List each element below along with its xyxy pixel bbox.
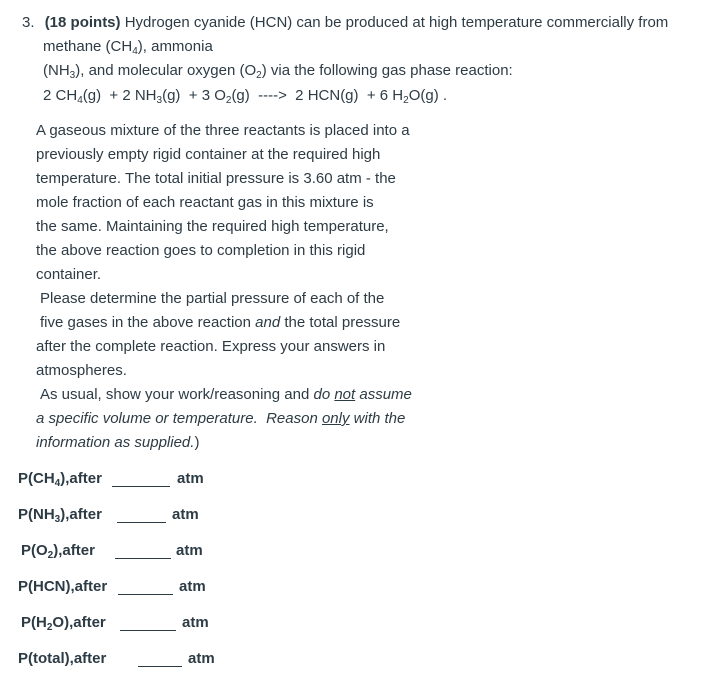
question-line-1 [22, 13, 668, 33]
question-intro-1: Hydrogen cyanide (HCN) can be produced at high temperature commercially from [124, 14, 669, 31]
question-line-3: $(NH_3)$, and molecular oxygen $(O_2)$ via the following gas phase reaction: [43, 62, 513, 81]
answer-label-ch4: $P(CH_4),after$ [18, 470, 102, 489]
body-p2-line: atmospheres. [36, 362, 127, 379]
body-p1-line: the above reaction goes to completion in this rigid [36, 242, 366, 259]
answer-label-nh3: $P(NH_3),after$ [18, 506, 102, 525]
answer-label-h2o: $P(H_2O),after$ [21, 614, 106, 633]
answer-unit: atm [188, 650, 215, 667]
body-p2-line: five gases in the above reaction and the total pressure [40, 314, 401, 331]
body-p3-line: As usual, show your work/reasoning and do not assume [40, 386, 412, 403]
body-p1-line: container. [36, 266, 102, 283]
answer-unit: atm [176, 542, 203, 559]
body-p3-line: information as supplied.) [36, 434, 200, 451]
answer-unit: atm [177, 470, 204, 487]
answer-blank-hcn[interactable] [118, 594, 173, 595]
body-p1-line: A gaseous mixture of the three reactants is placed into a [36, 122, 410, 139]
answer-blank-total[interactable] [138, 666, 182, 667]
answer-label-total: P(total),after [18, 650, 107, 667]
body-p1-line: previously empty rigid container at the required high [36, 146, 381, 163]
answer-unit: atm [172, 506, 199, 523]
answer-blank-o2[interactable] [115, 558, 171, 559]
answer-unit: atm [179, 578, 206, 595]
body-p2-line: Please determine the partial pressure of each of the [40, 290, 385, 307]
body-p1-line: mole fraction of each reactant gas in this mixture is [36, 194, 374, 211]
body-p1-line: the same. Maintaining the required high temperature, [36, 218, 389, 235]
reaction-equation: 2 $CH_4(g) + 2$ $NH_3(g) + 3$ $O_2(g)$ ----> 2 HCN(g) + 6 $H_2O(g)$ . [43, 87, 448, 106]
body-p1-line: temperature. The total initial pressure is 3.60 atm - the [36, 170, 396, 187]
body-p2-line: after the complete reaction. Express your answers in [36, 338, 386, 355]
question-number: 3. [22, 14, 35, 31]
answer-blank-h2o[interactable] [120, 630, 176, 631]
question-points: (18 points) [44, 14, 121, 31]
body-p3-line: a specific volume or temperature. Reason only with the [36, 410, 406, 427]
answer-unit: atm [182, 614, 209, 631]
answer-label-o2: $P(O_2),after$ [21, 542, 95, 561]
answer-blank-ch4[interactable] [112, 486, 170, 487]
answer-label-hcn: P(HCN),after [18, 578, 108, 595]
answer-blank-nh3[interactable] [117, 522, 166, 523]
question-line-2: methane $(CH_4)$, ammonia [43, 38, 213, 57]
